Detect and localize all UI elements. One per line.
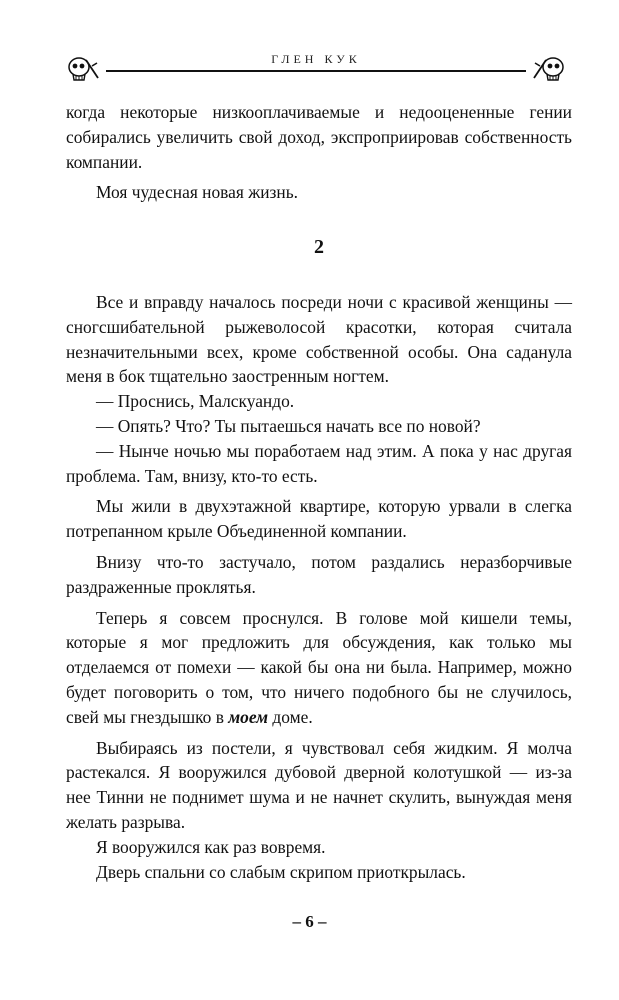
paragraph	[66, 606, 572, 730]
header-rule	[106, 70, 526, 72]
paragraph: когда некоторые низкооплачиваемые и недооцененные гении собирались увеличить свой доход, экспроприировав собственность компании.	[66, 102, 572, 172]
emphasis: моем	[228, 706, 269, 727]
paragraph: Моя чудесная новая жизнь.	[96, 182, 299, 203]
paragraph: Мы жили в двухэтажной квартире, которую урвали в слегка потрепанном крыле Объединенной компании.	[66, 496, 572, 542]
paragraph-text: Теперь я совсем проснулся. В голове мой кишели темы, которые я мог предложить для обсуждения, как только мы отделаемся от помехи — какой бы она ни была. Например, можно будет поговорить о том, что ничего подобного бы не случилось, свей мы гнездышко в	[66, 607, 572, 727]
skull-sword-icon	[532, 54, 566, 84]
running-title: ГЛЕН КУК	[271, 52, 361, 66]
paragraph: Внизу что-то застучало, потом раздались неразборчивые раздраженные проклятья.	[66, 551, 572, 597]
paragraph: Я вооружился как раз вовремя.	[96, 836, 326, 857]
paragraph: Выбираясь из постели, я чувствовал себя жидким. Я молча растекался. Я вооружился дубовой дверной колотушкой — из-за нее Тинни не поднимет шума и не начнет скулить, вынуждая меня желать разрыва.	[66, 737, 572, 832]
page-body	[66, 100, 572, 884]
paragraph: — Опять? Что? Ты пытаешься начать все по новой?	[96, 415, 481, 436]
paragraph: Дверь спальни со слабым скрипом приоткрылась.	[96, 861, 466, 882]
page-number: – 6 –	[292, 912, 327, 931]
chapter-number: 2	[314, 236, 324, 259]
paragraph: — Проснись, Малскуандо.	[96, 391, 295, 412]
paragraph: Все и вправду началось посреди ночи с красивой женщины — сногсшибательной рыжеволосой красотки, которая считала незначительными всех, кроме собственной особы. Она саданула меня в бок тщательно заостренным ногтем.	[66, 291, 572, 387]
running-header	[66, 48, 566, 84]
paragraph-text: доме.	[268, 706, 313, 727]
paragraph: — Нынче ночью мы поработаем над этим. А пока у нас другая проблема. Там, внизу, кто-то есть.	[66, 440, 572, 486]
